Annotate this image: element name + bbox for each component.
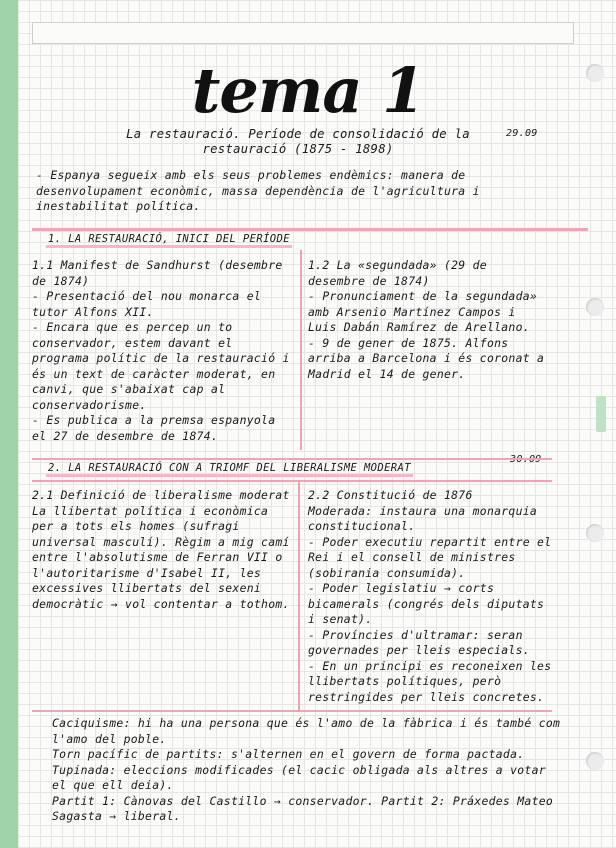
section-title: 2. LA RESTAURACIÓ CON A TRIOMF DEL LIBERALISME MODERAT — [46, 461, 413, 477]
section2-right-column — [308, 488, 552, 705]
bottom-notes — [52, 716, 562, 825]
section-divider — [32, 458, 552, 460]
column-divider — [298, 482, 300, 710]
intro-text: - Espanya segueix amb els seus problemes endèmics: manera de desenvolupament econòmic, massa dependència de l'agricultura i inestabilitat política. — [36, 168, 480, 213]
subsection-body: Moderada: instaura una monarquia constitucional. - Poder executiu repartit entre el Rei i el consell de ministres (sobirania consumida). - Poder legislatiu → corts bicamerals (congrés dels diputats i senat). - Províncies d'ultramar: seran governades per lleis especials. - En un principi es reconeixen les llibertats polítiques, però restringides per lleis concretes. — [308, 503, 552, 704]
section-divider — [32, 710, 552, 712]
subsection-heading: 2.1 Definició de liberalisme moderat — [32, 488, 290, 502]
subsection-heading: 2.2 Constitució de 1876 — [308, 488, 473, 502]
column-divider — [300, 250, 302, 450]
subsection-body: - Presentació del nou monarca el tutor Alfons XII. - Encara que es percep un to conservador, estem davant el programa polític de la restauració i és un text de caràcter moderat, en canvi, que s'abaixat cap al conservadorisme. - Es publica a la premsa espanyola el 27 de desembre de 1874. — [32, 289, 290, 443]
page-title: tema 1 — [191, 54, 425, 127]
bottom-notes-text: Caciquisme: hi ha una persona que és l'amo de la fàbrica i és també com l'amo del poble. Torn pacífic de partits: s'alternen en el govern de forma pactada. Tupinada: eleccions modificades (el cacic obligada als altres a votar el que ell deia). Partit 1: Cànovas del Castillo → conservador. Partit 2: Práxedes Mateo Sagasta → liberal. — [52, 716, 561, 823]
section2-left-column — [32, 488, 292, 612]
subsection-body: - Pronunciament de la segundada» amb Arsenio Martínez Campos i Luis Dabán Ramírez de Arellano. - 9 de gener de 1875. Alfons arriba a Barcelona i és coronat a Madrid el 14 de gener. — [308, 289, 545, 381]
binder-hole — [586, 524, 604, 542]
subsection-heading: 1.1 Manifest de Sandhurst (desembre de 1874) — [32, 258, 283, 288]
section1-right-column — [308, 258, 548, 382]
section-title: 1. LA RESTAURACIÓ, INICI DEL PERÍODE — [46, 232, 292, 248]
section-divider — [32, 480, 552, 482]
page-subtitle: La restauració. Període de consolidació de la restauració (1875 - 1898) — [126, 127, 470, 156]
notebook-page — [18, 0, 616, 848]
binder-hole — [586, 298, 604, 316]
section-divider — [32, 228, 588, 231]
subsection-heading: 1.2 La «segundada» (29 de desembre de 1874) — [308, 258, 487, 288]
green-margin-strip — [0, 0, 18, 848]
header-box — [32, 22, 574, 44]
date-label: 29.09 — [506, 128, 538, 139]
section1-left-column — [32, 258, 294, 444]
page-tab-marker — [596, 396, 606, 432]
subsection-body: La llibertat política i econòmica per a tots els homes (sufragi universal masculí). Règim a mig camí entre l'absolutisme de Ferran VII o l'autoritarisme d'Isabel II, les excessives llibertats del sexeni democràtic → vol contentar a tothom. — [32, 503, 290, 611]
binder-hole — [586, 752, 604, 770]
binder-hole — [586, 64, 604, 82]
